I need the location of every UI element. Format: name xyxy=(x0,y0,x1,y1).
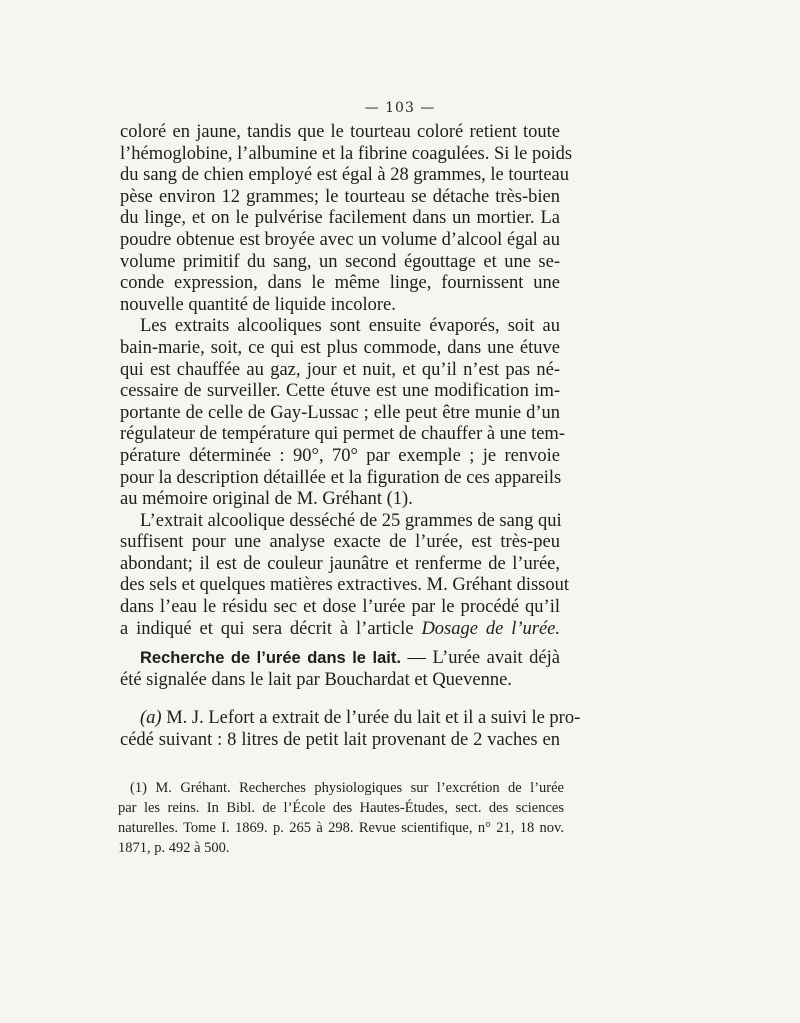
paragraph-label: (a) xyxy=(140,708,162,728)
page-number: — 103 — xyxy=(364,100,436,116)
section-heading: Recherche de l’urée dans le lait. xyxy=(140,649,401,667)
text-line: suffisent pour une analyse exacte de l’urée, est très-peu xyxy=(120,532,560,553)
method-text: M. J. Lefort a extrait de l’urée du lait et il a suivi le pro- xyxy=(161,708,581,728)
text-line: Les extraits alcooliques sont ensuite évaporés, soit au xyxy=(140,316,560,337)
text-line: nouvelle quantité de liquide incolore. xyxy=(120,294,396,315)
text-line: cédé suivant : 8 litres de petit lait provenant de 2 vaches en xyxy=(120,729,560,750)
text-line: bain-marie, soit, ce qui est plus commode, dans une étuve xyxy=(120,337,560,358)
text-line: des sels et quelques matières extractives. M. Gréhant dissout xyxy=(120,575,570,596)
footnote-line: 1871, p. 492 à 500. xyxy=(118,840,230,856)
text-line: coloré en jaune, tandis que le tourteau coloré retient toute xyxy=(120,122,560,142)
text-line: a indiqué et qui sera décrit à l’article xyxy=(120,618,414,639)
footnote xyxy=(118,778,564,858)
text-line: du linge, et on le pulvérise facilement dans un mortier. La xyxy=(120,208,560,229)
text-line: conde expression, dans le même linge, fournissent une xyxy=(120,273,560,294)
text-line: pèse environ 12 grammes; le tourteau se détache très-bien xyxy=(120,186,560,207)
text-line: cessaire de surveiller. Cette étuve est une modification im- xyxy=(120,381,560,402)
method-first-line xyxy=(120,708,581,730)
text-line: l’hémoglobine, l’albumine et la fibrine coagulées. Si le poids xyxy=(120,143,573,164)
text-line: dans l’eau le résidu sec et dose l’urée par le procédé qu’il xyxy=(120,597,560,618)
footnote-line: par les reins. In Bibl. de l’École des Hautes-Études, sect. des sciences xyxy=(118,800,564,816)
method-paragraph xyxy=(120,708,581,751)
text-line: du sang de chien employé est égal à 28 grammes, le tourteau xyxy=(120,165,569,186)
text-line: poudre obtenue est broyée avec un volume d’alcool égal au xyxy=(120,229,560,250)
text-line-with-reference xyxy=(120,619,560,641)
text-line: pérature déterminée : 90°, 70° par exemple ; je renvoie xyxy=(120,445,560,466)
text-line: volume primitif du sang, un second égouttage et une se- xyxy=(120,251,560,272)
text-line: été signalée dans le lait par Bouchardat et Quevenne. xyxy=(120,669,512,690)
footnote-line: naturelles. Tome I. 1869. p. 265 à 298. Revue scientifique, n° 21, 18 nov. xyxy=(118,820,564,836)
section-text: — L’urée avait déjà xyxy=(400,648,560,668)
text-line: L’extrait alcoolique desséché de 25 grammes de sang qui xyxy=(140,510,562,531)
main-text-block xyxy=(120,122,573,640)
text-line: portante de celle de Gay-Lussac ; elle peut être munie d’un xyxy=(120,402,560,423)
text-line: qui est chauffée au gaz, jour et nuit, et qu’il n’est pas né- xyxy=(120,359,560,380)
text-line: régulateur de température qui permet de chauffer à une tem- xyxy=(120,424,565,445)
footnote-line: (1) M. Gréhant. Recherches physiologiques sur l’excrétion de l’urée xyxy=(130,780,564,796)
milk-section xyxy=(120,648,560,691)
article-reference: Dosage de l’urée. xyxy=(421,618,560,639)
text-line: abondant; il est de couleur jaunâtre et renferme de l’urée, xyxy=(120,553,560,574)
text-line: pour la description détaillée et la figuration de ces appareils xyxy=(120,467,562,488)
section-first-line xyxy=(120,648,560,670)
text-line: au mémoire original de M. Gréhant (1). xyxy=(120,489,413,510)
